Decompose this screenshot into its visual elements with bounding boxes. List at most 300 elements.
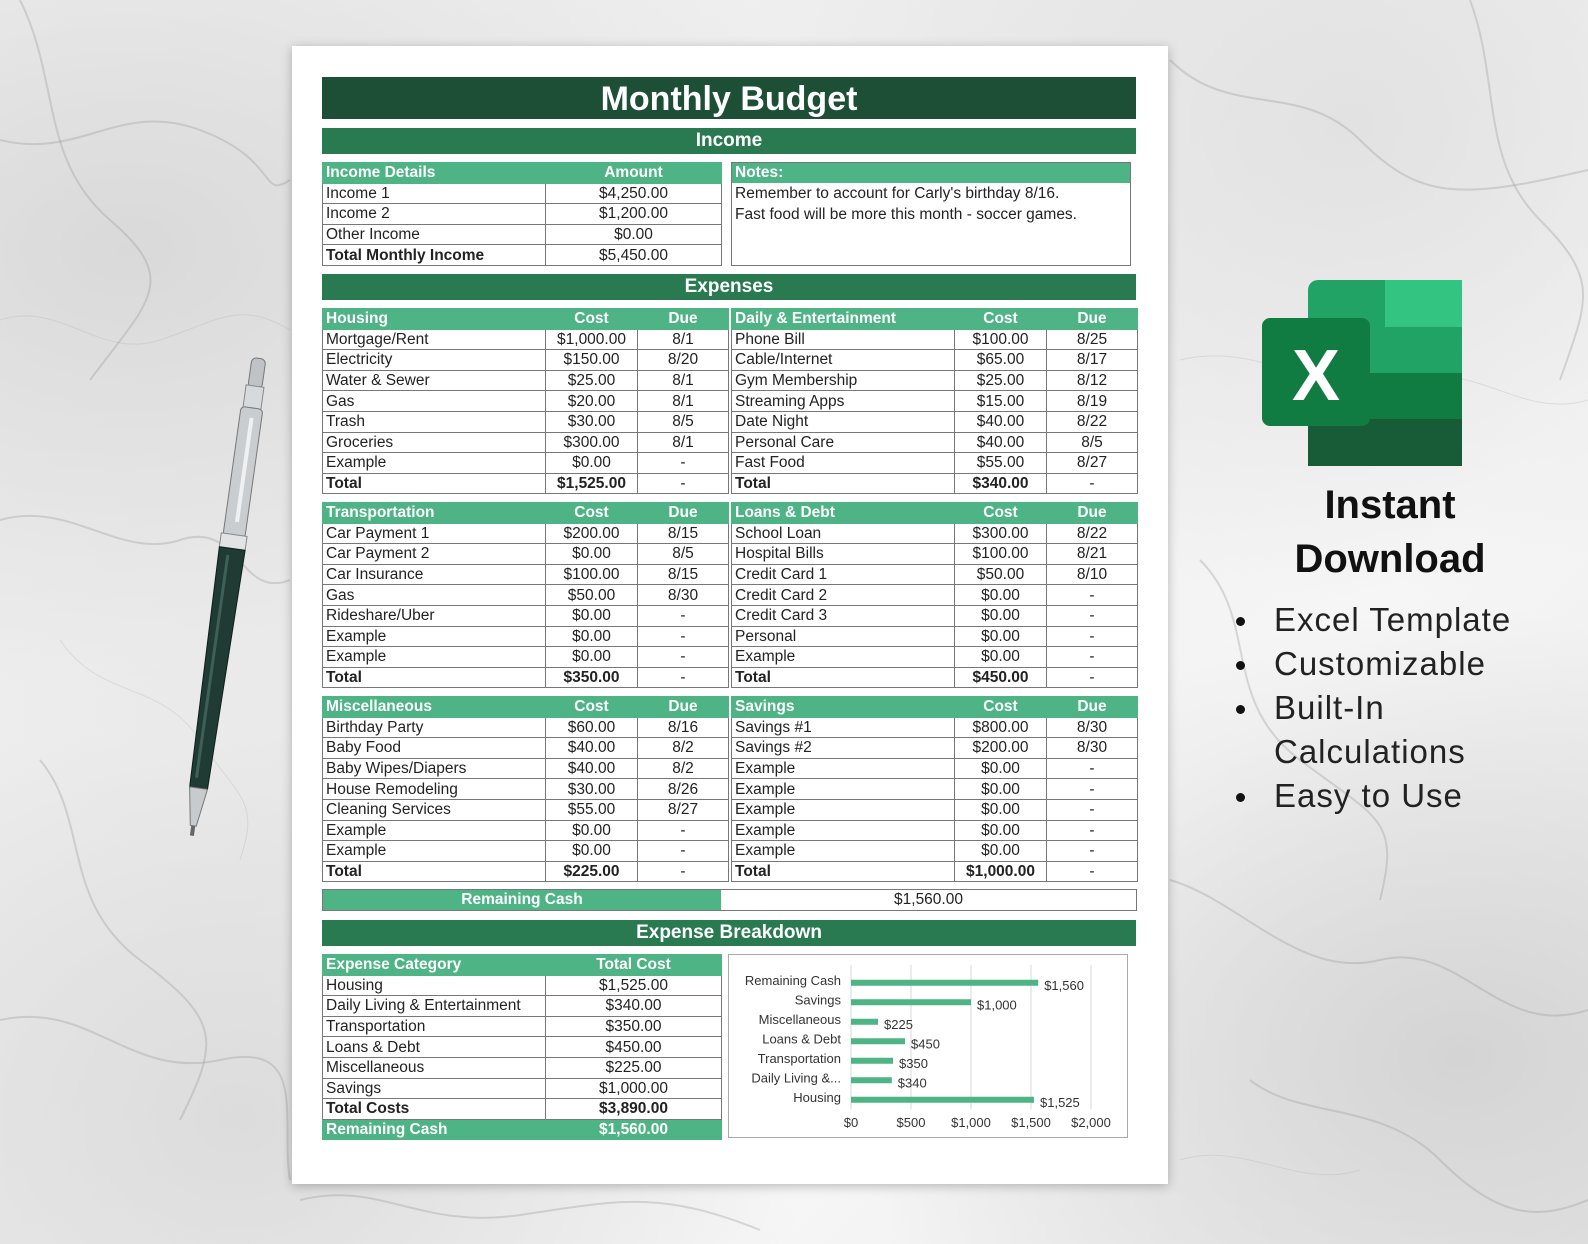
cell: $300.00 [955,523,1047,544]
cell: $40.00 [546,758,638,779]
table-row [732,453,1138,474]
loans-header-2: Due [1047,503,1138,524]
table-row [732,717,1138,738]
table-row [323,245,722,266]
cell: 8/15 [638,523,729,544]
cell: $1,560.00 [546,1119,722,1140]
table-row [732,820,1138,841]
table-row [732,585,1138,606]
cell: 8/22 [1047,523,1138,544]
cell: $1,000.00 [955,861,1047,882]
loans-header-1: Cost [955,503,1047,524]
cell: $350.00 [546,1016,722,1037]
cell: Fast Food [732,453,955,474]
transportation-header-0: Transportation [323,503,546,524]
cell: $55.00 [955,453,1047,474]
bullet-icon [1236,793,1245,802]
cell: Housing [323,975,546,996]
cell: - [1047,799,1138,820]
cell: $0.00 [546,453,638,474]
cell: $225.00 [546,861,638,882]
cell: Total [732,473,955,494]
cell: Car Payment 1 [323,523,546,544]
cell: - [638,605,729,626]
cell: $0.00 [955,779,1047,800]
cell: $4,250.00 [546,183,722,204]
cell: Hospital Bills [732,544,955,565]
breakdown-section-header: Expense Breakdown [322,920,1136,946]
data-label: $340 [897,1075,927,1091]
table-row [323,667,729,688]
pen-image [180,350,270,850]
promo-bullet: Built-In [1236,686,1511,730]
cell: $50.00 [546,585,638,606]
notes-line: Remember to account for Carly's birthday 8/16. [735,185,1060,202]
cell: $0.00 [955,647,1047,668]
cell: - [638,861,729,882]
housing-header-1: Cost [546,309,638,330]
cell: Cable/Internet [732,350,955,371]
table-row [323,473,729,494]
cell: $0.00 [955,585,1047,606]
data-label: $350 [899,1055,928,1071]
cell: Example [732,758,955,779]
table-row [732,647,1138,668]
cell: - [1047,779,1138,800]
y-category-label: Transportation [757,1050,841,1066]
cell: 8/2 [638,758,729,779]
cell: - [638,473,729,494]
cell: Birthday Party [323,717,546,738]
excel-logo-letter: X [1291,336,1341,416]
savings-header-1: Cost [955,697,1047,718]
table-row [732,564,1138,585]
data-label: $1,560 [1044,977,1084,993]
cell: Remaining Cash [323,1119,546,1140]
cell: $15.00 [955,391,1047,412]
cell: Rideshare/Uber [323,605,546,626]
promo-title-line2: Download [1294,537,1486,581]
cell: $1,200.00 [546,204,722,225]
table-row [323,626,729,647]
cell: $0.00 [955,758,1047,779]
cell: $350.00 [546,667,638,688]
cell: - [1047,667,1138,688]
cell: Total [323,861,546,882]
table-row [323,329,729,350]
cell: $0.00 [546,820,638,841]
table-row [323,370,729,391]
savings-header-2: Due [1047,697,1138,718]
cell: 8/20 [638,350,729,371]
cell: $0.00 [546,841,638,862]
table-row [732,799,1138,820]
y-category-label: Housing [793,1089,841,1105]
cell: Daily Living & Entertainment [323,996,546,1017]
cell: - [1047,758,1138,779]
cell: - [1047,861,1138,882]
cell: $1,000.00 [546,329,638,350]
excel-logo-icon [1262,278,1464,468]
cell: $0.00 [955,820,1047,841]
cell: 8/1 [638,370,729,391]
cell: Credit Card 1 [732,564,955,585]
cell: 8/1 [638,391,729,412]
table-row [732,667,1138,688]
y-category-label: Remaining Cash [744,972,841,988]
notes-line: Fast food will be more this month - soccer games. [735,206,1077,223]
cell: Total [732,861,955,882]
table-row [323,564,729,585]
table-row [323,432,729,453]
cell: $0.00 [546,605,638,626]
cell: - [638,647,729,668]
bar-chart [729,955,1127,1137]
table-row [323,799,729,820]
cell: $5,450.00 [546,245,722,266]
table-row [323,1037,722,1058]
y-category-label: Loans & Debt [762,1031,841,1047]
notes-box [731,162,1131,266]
cell: $200.00 [546,523,638,544]
table-row [323,758,729,779]
table-row [732,758,1138,779]
bar [851,1058,893,1064]
cell: - [1047,585,1138,606]
cell: Gas [323,585,546,606]
cell: Mortgage/Rent [323,329,546,350]
cell: 8/30 [1047,717,1138,738]
page-title: Monthly Budget [322,77,1136,119]
table-row [323,605,729,626]
loans-header-0: Loans & Debt [732,503,955,524]
promo-title-line1: Instant [1324,483,1456,527]
table-row [732,432,1138,453]
x-tick-label: $1,000 [951,1115,991,1130]
table-row [323,224,722,245]
table-row [323,975,722,996]
table-row [323,1078,722,1099]
cell: Example [732,841,955,862]
cell: Baby Wipes/Diapers [323,758,546,779]
cell: $1,000.00 [546,1078,722,1099]
cell: 8/27 [1047,453,1138,474]
transportation-header-1: Cost [546,503,638,524]
cell: 8/1 [638,432,729,453]
cell: $1,525.00 [546,975,722,996]
bar [851,1097,1034,1103]
cell: Credit Card 2 [732,585,955,606]
cell: Example [323,820,546,841]
table-row [323,738,729,759]
table-row [323,350,729,371]
cell: Total [323,473,546,494]
table-row [323,647,729,668]
cell: Other Income [323,224,546,245]
cell: $20.00 [546,391,638,412]
cell: Example [732,799,955,820]
cell: Car Insurance [323,564,546,585]
cell: $100.00 [955,329,1047,350]
table-row [323,996,722,1017]
cell: Example [732,820,955,841]
cell: Example [323,841,546,862]
budget-sheet [292,46,1168,1184]
savings-table [731,696,1138,882]
cell: Savings #1 [732,717,955,738]
cell: - [638,841,729,862]
cell: Personal [732,626,955,647]
cell: Gas [323,391,546,412]
cell: Savings #2 [732,738,955,759]
cell: - [1047,647,1138,668]
cell: Phone Bill [732,329,955,350]
cell: $1,525.00 [546,473,638,494]
daily-header-0: Daily & Entertainment [732,309,955,330]
cell: Example [732,647,955,668]
remaining-cash-value: $1,560.00 [894,891,963,908]
cell: Date Night [732,411,955,432]
income-col-details: Income Details [323,163,546,184]
promo-bullet-continuation: Calculations [1274,733,1466,770]
table-row [732,544,1138,565]
cell: $0.00 [546,626,638,647]
cell: Example [323,453,546,474]
bullet-icon [1236,661,1245,670]
transportation-header-2: Due [638,503,729,524]
table-row [323,1119,722,1140]
income-section-header: Income [322,128,1136,154]
cell: $40.00 [955,432,1047,453]
cell: $450.00 [546,1037,722,1058]
cell: 8/25 [1047,329,1138,350]
cell: 8/5 [1047,432,1138,453]
cell: Income 1 [323,183,546,204]
cell: House Remodeling [323,779,546,800]
cell: Income 2 [323,204,546,225]
cell: Example [323,626,546,647]
cell: $65.00 [955,350,1047,371]
cell: $100.00 [955,544,1047,565]
cell: Loans & Debt [323,1037,546,1058]
bullet-icon [1236,617,1245,626]
table-row [732,605,1138,626]
table-row [323,544,729,565]
cell: Streaming Apps [732,391,955,412]
cell: $300.00 [546,432,638,453]
cell: School Loan [732,523,955,544]
table-row [732,626,1138,647]
income-table [322,162,722,266]
bullet-icon [1236,705,1245,714]
y-category-label: Daily Living &... [751,1070,841,1086]
cell: $0.00 [546,224,722,245]
x-tick-label: $500 [896,1115,926,1130]
cell: Example [323,647,546,668]
bar [851,980,1038,986]
cell: - [638,626,729,647]
cell: $0.00 [955,799,1047,820]
cell: 8/1 [638,329,729,350]
cell: - [1047,841,1138,862]
cell: $0.00 [955,841,1047,862]
table-row [323,820,729,841]
cell: $0.00 [546,647,638,668]
table-row [323,1016,722,1037]
bar [851,1038,905,1044]
cell: 8/17 [1047,350,1138,371]
cell: Example [732,779,955,800]
cell: $200.00 [955,738,1047,759]
cell: Personal Care [732,432,955,453]
table-row [732,329,1138,350]
expenses-section-header: Expenses [322,274,1136,300]
table-row [323,411,729,432]
promo-features [1236,598,1511,818]
cell: Baby Food [323,738,546,759]
y-category-label: Savings [794,992,841,1008]
table-row [732,391,1138,412]
table-row [732,861,1138,882]
cell: Transportation [323,1016,546,1037]
breakdown-col-total: Total Cost [546,955,722,976]
daily-header-2: Due [1047,309,1138,330]
misc-header-0: Miscellaneous [323,697,546,718]
table-row [732,370,1138,391]
cell: $340.00 [546,996,722,1017]
promo-bullet: Easy to Use [1236,774,1511,818]
cell: $800.00 [955,717,1047,738]
bar [851,999,971,1005]
cell: - [1047,473,1138,494]
cell: 8/30 [1047,738,1138,759]
bar [851,1077,892,1083]
promo-bullet: Excel Template [1236,598,1511,642]
table-row [732,411,1138,432]
promo-title [1240,478,1540,586]
misc-header-2: Due [638,697,729,718]
housing-header-2: Due [638,309,729,330]
table-row [732,473,1138,494]
table-row [323,1099,722,1120]
breakdown-table [322,954,722,1140]
x-tick-label: $2,000 [1071,1115,1111,1130]
cell: 8/21 [1047,544,1138,565]
cell: $100.00 [546,564,638,585]
table-row [732,350,1138,371]
cell: 8/22 [1047,411,1138,432]
table-row [323,717,729,738]
cell: Savings [323,1078,546,1099]
x-tick-label: $0 [843,1115,859,1130]
cell: $55.00 [546,799,638,820]
cell: 8/19 [1047,391,1138,412]
cell: $30.00 [546,411,638,432]
cell: Trash [323,411,546,432]
cell: $450.00 [955,667,1047,688]
cell: Total Monthly Income [323,245,546,266]
cell: $340.00 [955,473,1047,494]
housing-header-0: Housing [323,309,546,330]
cell: $0.00 [955,605,1047,626]
cell: 8/27 [638,799,729,820]
table-row [732,523,1138,544]
cell: $25.00 [955,370,1047,391]
table-row [323,861,729,882]
cell: Car Payment 2 [323,544,546,565]
data-label: $1,000 [977,997,1017,1013]
breakdown-col-category: Expense Category [323,955,546,976]
table-row [323,453,729,474]
table-row [732,841,1138,862]
cell: $0.00 [955,626,1047,647]
daily-header-1: Cost [955,309,1047,330]
cell: 8/15 [638,564,729,585]
cell: 8/5 [638,411,729,432]
loans-table [731,502,1138,688]
table-row [323,204,722,225]
cell: Water & Sewer [323,370,546,391]
table-row [732,779,1138,800]
cell: 8/30 [638,585,729,606]
cell: $0.00 [546,544,638,565]
cell: - [638,820,729,841]
y-category-label: Miscellaneous [758,1011,841,1027]
cell: $25.00 [546,370,638,391]
remaining-cash-row [322,889,1137,911]
cell: Electricity [323,350,546,371]
cell: $60.00 [546,717,638,738]
notes-header: Notes: [732,163,1130,183]
housing-table [322,308,729,494]
cell: 8/5 [638,544,729,565]
cell: $50.00 [955,564,1047,585]
cell: 8/12 [1047,370,1138,391]
cell: Total [323,667,546,688]
table-row [323,585,729,606]
cell: $225.00 [546,1057,722,1078]
daily-table [731,308,1138,494]
table-row [323,183,722,204]
bar [851,1019,878,1025]
cell: - [638,667,729,688]
cell: Total Costs [323,1099,546,1120]
table-row [323,523,729,544]
cell: - [638,453,729,474]
table-row [323,1057,722,1078]
data-label: $225 [884,1016,913,1032]
cell: Cleaning Services [323,799,546,820]
cell: Groceries [323,432,546,453]
cell: $30.00 [546,779,638,800]
cell: 8/26 [638,779,729,800]
cell: - [1047,820,1138,841]
misc-table [322,696,729,882]
cell: Credit Card 3 [732,605,955,626]
cell: Gym Membership [732,370,955,391]
cell: - [1047,605,1138,626]
cell: Total [732,667,955,688]
table-row [323,391,729,412]
table-row [732,738,1138,759]
table-row [323,779,729,800]
remaining-cash-label: Remaining Cash [323,890,721,910]
data-label: $450 [911,1036,940,1052]
cell: 8/16 [638,717,729,738]
x-tick-label: $1,500 [1011,1115,1051,1130]
income-col-amount: Amount [546,163,722,184]
cell: - [1047,626,1138,647]
